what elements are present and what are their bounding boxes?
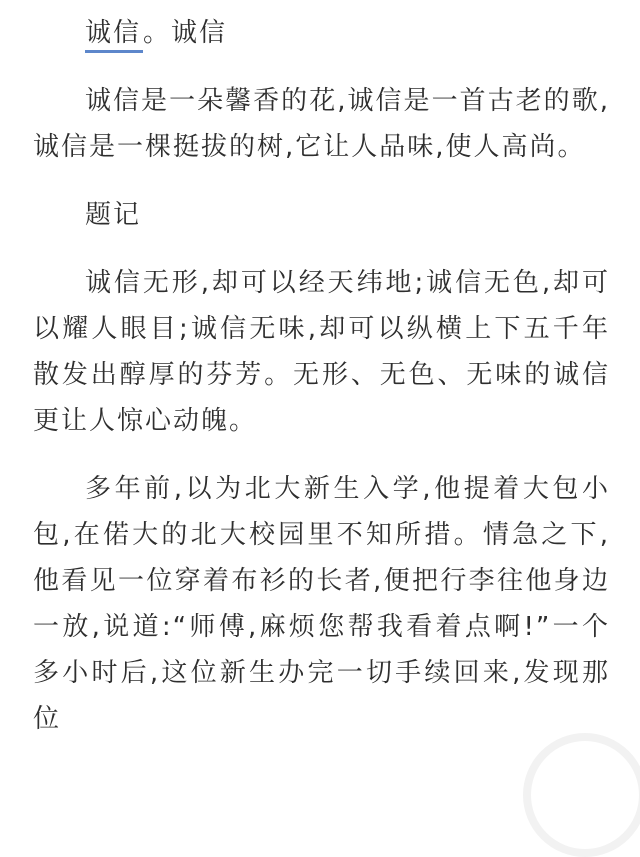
paragraph-intro: 诚信是一朵馨香的花,诚信是一首古老的歌,诚信是一棵挺拔的树,它让人品味,使人高尚。	[33, 86, 610, 162]
watermark-circle	[523, 733, 640, 857]
paragraph-story: 多年前,以为北大新生入学,他提着大包小包,在偌大的北大校园里不知所措。情急之下,他看见一位穿着布衫的长者,便把行李往他身边一放,说道:“师傅,麻烦您帮我看着点啊!”一个多小时后,这位新生办完一切手续回来,发现那位	[33, 474, 610, 734]
paragraph-epigraph-body: 诚信无形,却可以经天纬地;诚信无色,却可以耀人眼目;诚信无味,却可以纵横上下五千年散发出醇厚的芬芳。无形、无色、无味的诚信更让人惊心动魄。	[33, 268, 610, 436]
essay-title	[33, 10, 610, 56]
paragraph-epigraph-label: 题记	[85, 200, 142, 230]
title-rest: 。诚信	[143, 18, 228, 48]
title-underlined-word: 诚信	[85, 18, 143, 53]
